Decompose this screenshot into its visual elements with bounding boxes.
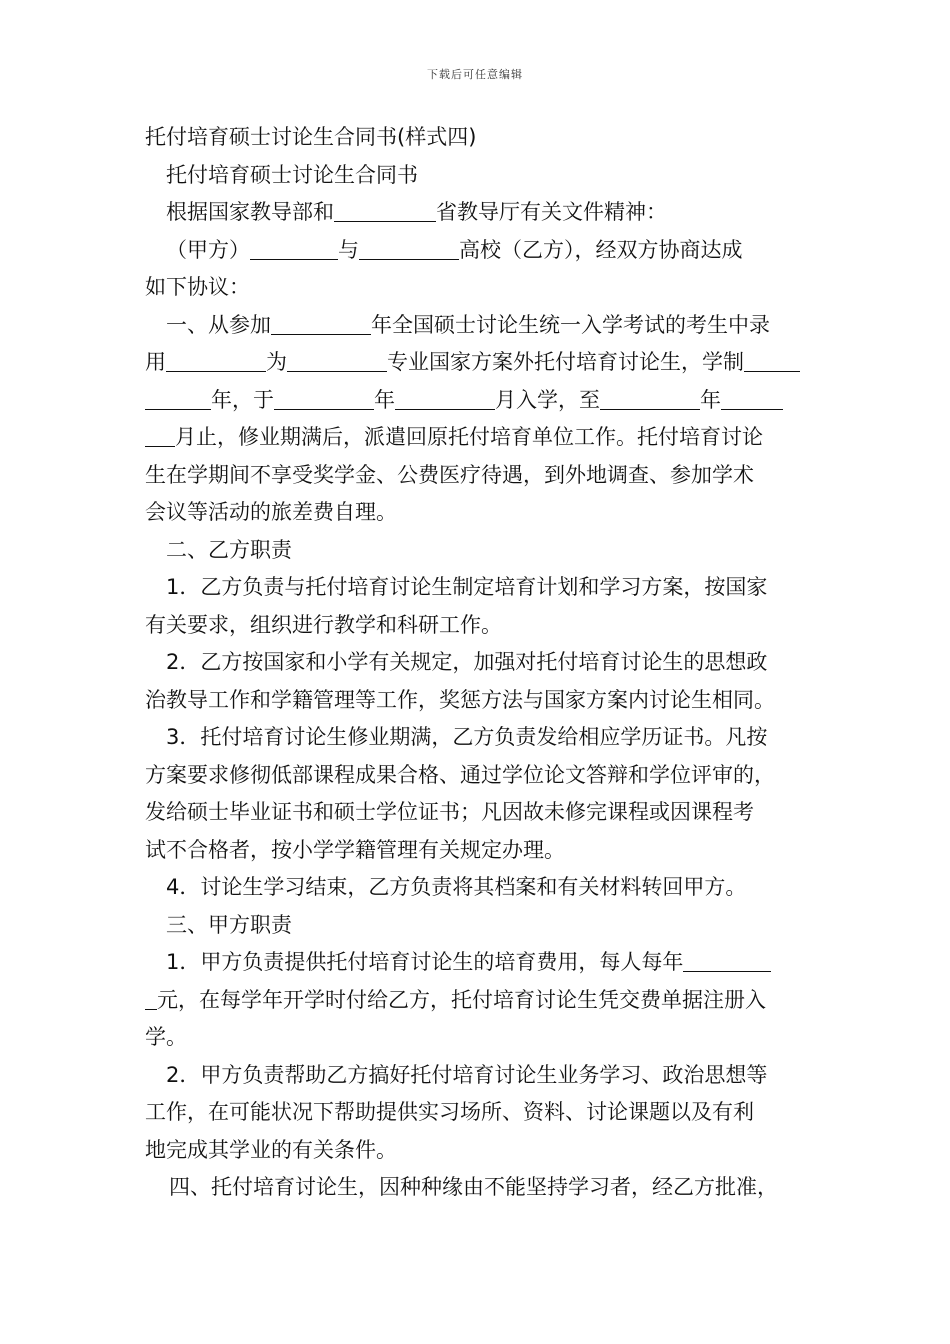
section-heading: 二、乙方职责 [166,537,292,562]
end-month-blank-cont[interactable] [145,420,175,447]
article1-text: 会议等活动的旅差费自理。 [145,500,397,524]
contract-document [145,119,810,1207]
article3-item2 [145,1057,810,1095]
clause-text: 1．乙方负责与托付培育讨论生制定培育计划和学习方案，按国家 [166,575,768,599]
article2-item2-cont [145,682,810,720]
start-month-blank[interactable] [395,383,495,410]
article1-text: 专业国家方案外托付培育讨论生，学制 [387,350,744,374]
article1-line1 [145,307,810,345]
article1-line2 [145,344,810,382]
article1-line5 [145,457,810,495]
clause-text: 2．甲方负责帮助乙方搞好托付培育讨论生业务学习、政治思想等 [166,1062,768,1087]
article1-text: 生在学期间不享受奖学金、公费医疗待遇，到外地调查、参加学术 [145,462,754,487]
intro-line [145,194,810,232]
article2-item3 [145,719,810,757]
party-b-label: 高校（乙方），经双方协商达成 [459,237,743,262]
article1-text: 月入学，至 [495,387,600,412]
parties-connector: 与 [338,237,359,262]
parties-line-2 [145,269,810,307]
intro-text-b: 省教导厅有关文件精神： [436,200,667,224]
article1-text: 为 [266,350,287,374]
clause-text: 元，在每学年开学时付给乙方，托付培育讨论生凭交费单据注册入 [157,987,766,1012]
article1-text: 年，于 [211,387,274,412]
clause-text: 试不合格者，按小学学籍管理有关规定办理。 [145,837,565,862]
party-a-blank[interactable] [250,233,338,260]
article1-text: 一、从参加 [166,312,271,337]
clause-text: 四、托付培育讨论生，因种种缘由不能坚持学习者，经乙方批准， [169,1175,778,1199]
article2-item1 [145,569,810,607]
start-year-blank[interactable] [274,383,374,410]
article3-item1-cont1 [145,982,810,1020]
article1-line3 [145,382,810,420]
article4-line1 [145,1169,810,1207]
article1-line4 [145,419,810,457]
article2-item2 [145,644,810,682]
exam-year-blank[interactable] [271,308,371,335]
end-month-blank[interactable] [721,383,783,410]
parties-line [145,232,810,270]
clause-text: 发给硕士毕业证书和硕士学位证书；凡因故未修完课程或因课程考 [145,800,754,824]
duration-blank[interactable] [744,345,800,372]
article2-item3-cont2 [145,794,810,832]
clause-text: 有关要求，组织进行教学和科研工作。 [145,612,502,637]
student-name-blank[interactable] [166,345,266,372]
clause-text: 治教导工作和学籍管理等工作，奖惩方法与国家方案内讨论生相同。 [145,687,775,712]
article2-item1-cont [145,607,810,645]
blank-field[interactable] [334,195,436,222]
clause-text: 2．乙方按国家和小学有关规定，加强对托付培育讨论生的思想政 [166,650,768,674]
article2-item3-cont3 [145,832,810,870]
article1-text: 年 [374,387,395,412]
article1-text: 月止，修业期满后，派遣回原托付培育单位工作。托付培育讨论 [175,425,763,449]
fee-amount-blank-cont[interactable] [145,983,157,1010]
article2-item3-cont1 [145,757,810,795]
clause-text: 4．讨论生学习结束，乙方负责将其档案和有关材料转回甲方。 [166,875,747,899]
clause-text: 地完成其学业的有关条件。 [145,1137,397,1162]
intro-text-a: 根据国家教导部和 [166,200,334,224]
subtitle-text: 托付培育硕士讨论生合同书 [166,162,418,187]
clause-text: 方案要求修彻低部课程成果合格、通过学位论文答辩和学位评审的， [145,762,775,787]
clause-text: 学。 [145,1025,187,1049]
clause-text: 3．托付培育讨论生修业期满，乙方负责发给相应学历证书。凡按 [166,725,768,749]
clause-text: 工作，在可能状况下帮助提供实习场所、资料、讨论课题以及有利 [145,1100,754,1124]
article3-item2-cont2 [145,1132,810,1170]
article3-item1-cont2 [145,1019,810,1057]
page-header-note: 下载后可任意编辑 [427,68,523,81]
section-heading: 三、甲方职责 [166,912,292,937]
document-title [145,119,810,157]
article3-heading [145,907,810,945]
article1-text: 年 [700,387,721,412]
article1-text: 用 [145,350,166,374]
article1-text: 年全国硕士讨论生统一入学考试的考生中录 [371,312,770,337]
article2-heading [145,532,810,570]
end-year-blank[interactable] [600,383,700,410]
article3-item1 [145,944,810,982]
article3-item2-cont1 [145,1094,810,1132]
article1-line6 [145,494,810,532]
document-subtitle [145,157,810,195]
fee-amount-blank[interactable] [683,945,771,972]
party-b-blank[interactable] [359,233,459,260]
clause-text: 1．甲方负责提供托付培育讨论生的培育费用，每人每年 [166,950,684,974]
major-blank[interactable] [287,345,387,372]
duration-blank-cont[interactable] [145,383,211,410]
agreement-intro: 如下协议： [145,275,250,299]
article2-item4 [145,869,810,907]
title-text: 托付培育硕士讨论生合同书(样式四) [145,125,477,149]
party-a-label: （甲方） [166,237,250,262]
